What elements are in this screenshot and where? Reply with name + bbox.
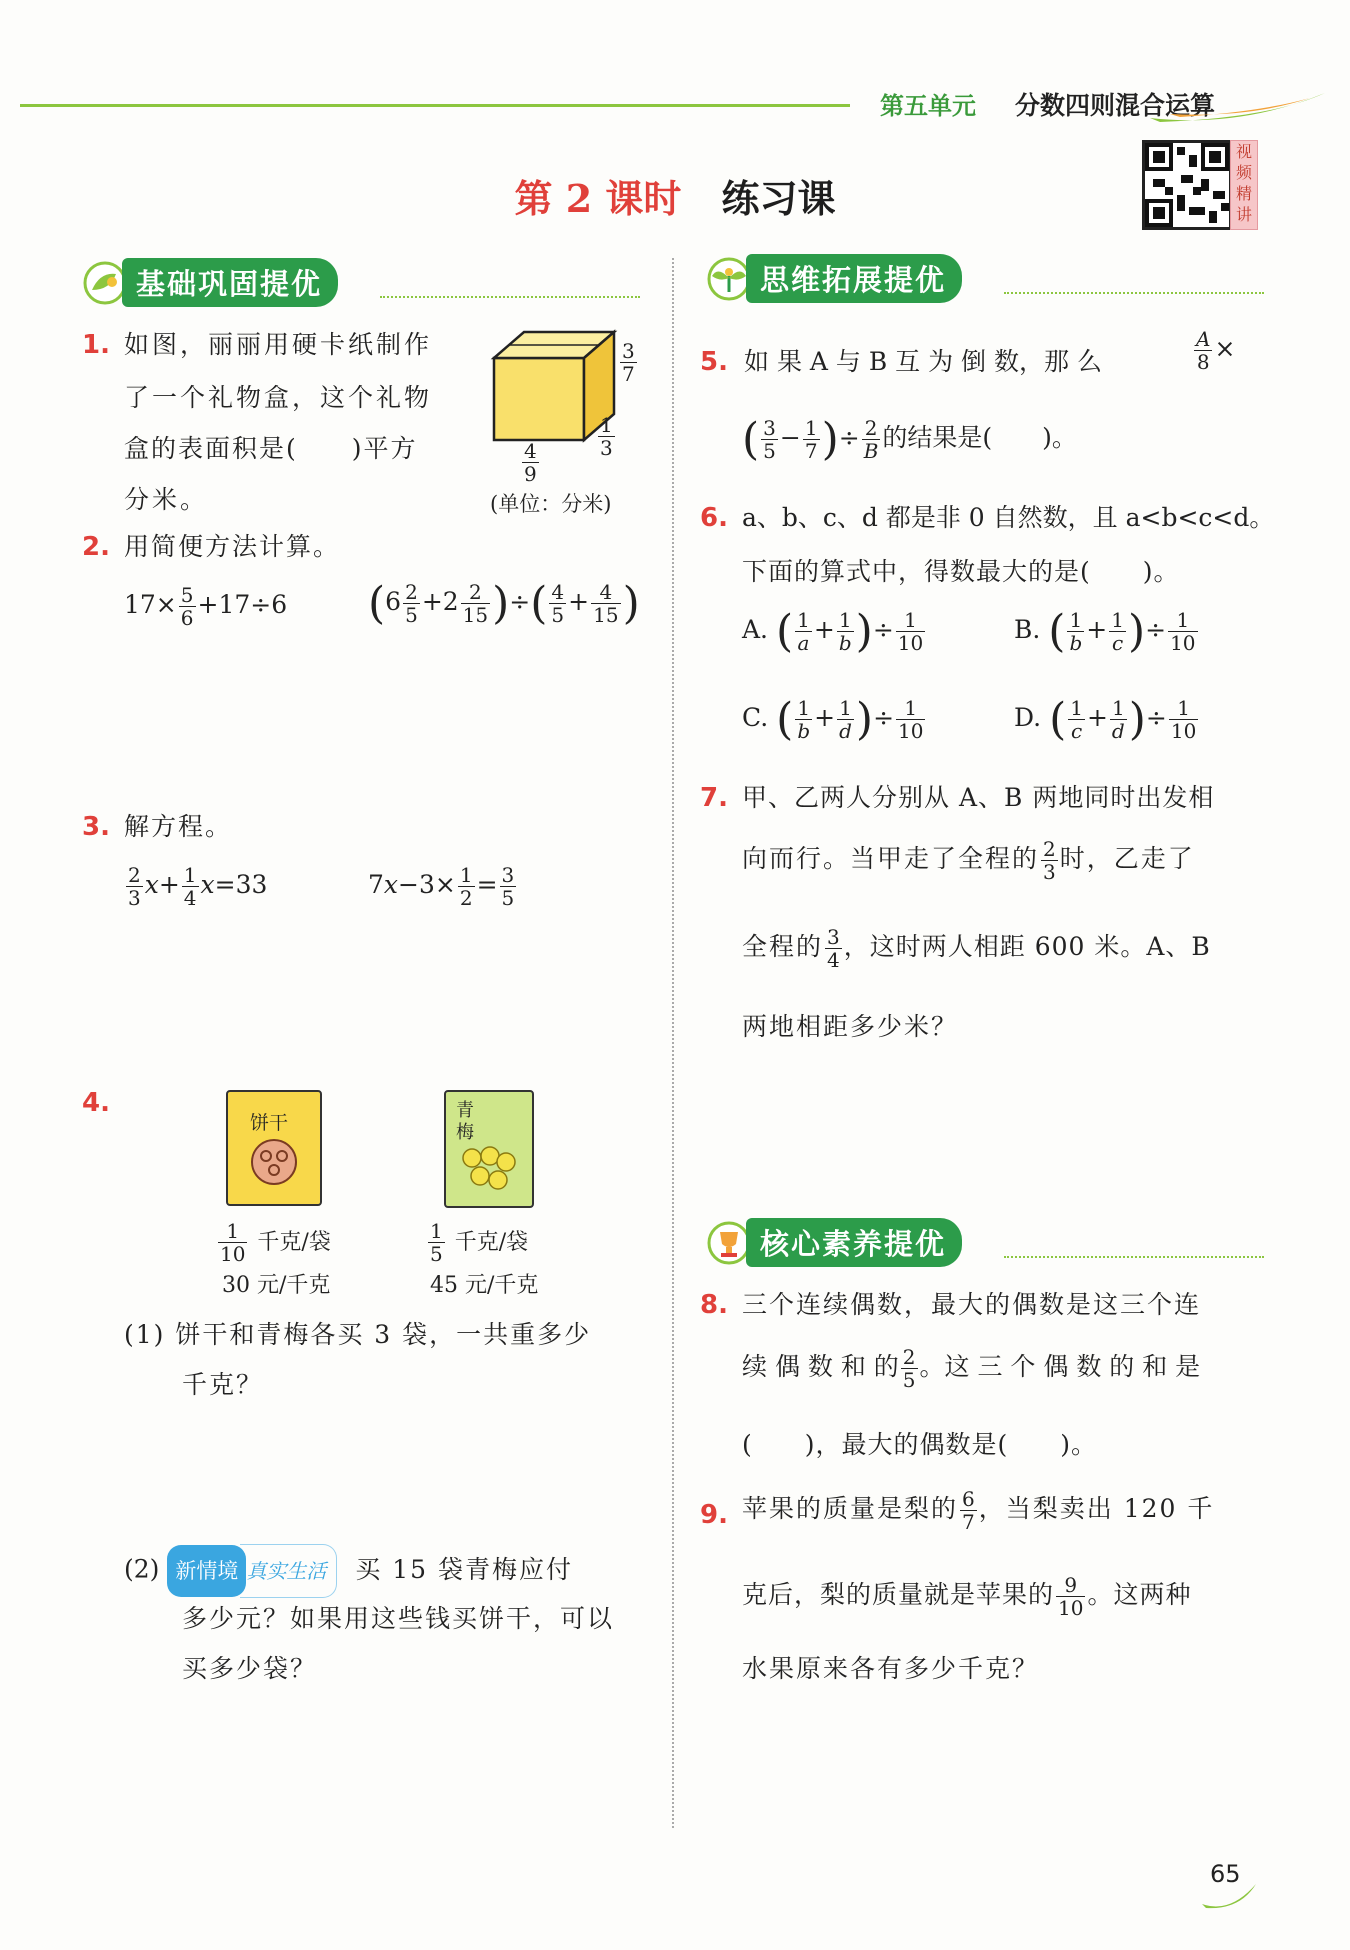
q7-line-3: 全程的 $\frac{3}{4}$ ，这时两人相距 600 米。A、B [742,925,1211,972]
q7-line-1: 甲、乙两人分别从 A、B 两地同时出发相 [742,783,1215,812]
q9-line-2: 克后，梨的质量就是苹果的 $\frac{9}{10}$ 。这两种 [742,1573,1192,1620]
biscuit-weight: $\frac{1}{10}$ 千克/袋 [220,1219,331,1266]
plum-bag [444,1090,534,1208]
biscuit-bag-label: 饼干 [250,1112,289,1134]
q8-line-1: 三个连续偶数，最大的偶数是这三个连 [742,1290,1202,1319]
q3-equation-2: 7x−3× $\frac{1}{2}$ = $\frac{3}{5}$ [368,863,515,910]
q7-line-4: 两地相距多少米？ [742,1012,959,1041]
q2-instruction: 用简便方法计算。 [124,532,341,561]
q6-line-1: a、b、c、d 都是非 0 自然数，且 a<b<c<d。 [742,503,1275,532]
q6-option-d[interactable]: D. ( $\frac{1}{c}$ + $\frac{1}{d}$ )÷ $\frac{1}{10}$ [1014,694,1197,745]
question-3-number: 3. [82,812,110,842]
q4-part2-line-1: (2) 新情境 真实生活 买 15 袋青梅应付 [124,1544,573,1598]
q9-line-3: 水果原来各有多少千克？ [742,1654,1040,1683]
page-corner-leaf-icon [1200,1880,1260,1914]
q1-line-4: 分米。 [124,485,209,514]
question-6-number: 6. [700,503,728,533]
q6-line-2: 下面的算式中，得数最大的是( )。 [742,557,1180,586]
question-9-number: 9. [700,1500,728,1530]
new-context-tag: 新情境 [167,1545,246,1597]
q1-line-2: 了一个礼物盒，这个礼物 [124,383,433,412]
q4-part1-line-2: 千克？ [182,1370,264,1399]
question-1-number: 1. [82,330,110,360]
question-8-number: 8. [700,1290,728,1320]
qr-code-icon[interactable] [1142,140,1232,230]
q6-option-a[interactable]: A. ( $\frac{1}{a}$ + $\frac{1}{b}$ )÷ $\frac{1}{10}$ [742,606,924,657]
q3-equation-1: $\frac{2}{3}$ x+ $\frac{1}{4}$ x=33 [128,863,268,910]
box-width-fraction: $\frac{1}{3}$ [600,413,613,460]
q2-expression-2: (6 $\frac{2}{5}$ +2 $\frac{2}{15}$ )÷( $\frac{4}{5}$ + $\frac{4}{15}$ ) [368,578,640,629]
column-divider [672,258,674,1828]
real-life-tag: 真实生活 [240,1544,337,1598]
q4-part2-line-2: 多少元？如果用这些钱买饼干，可以 [182,1604,615,1633]
q4-part2-line-3: 买多少袋？ [182,1654,318,1683]
question-4-number: 4. [82,1088,110,1118]
q9-line-1: 苹果的质量是梨的 $\frac{6}{7}$ ，当梨卖出 120 千 [742,1487,1215,1534]
question-5-number: 5. [700,347,728,377]
cookie-icon [246,1136,302,1188]
plum-bag-label: 青梅 [456,1100,474,1143]
page-number: 65 [1210,1860,1241,1888]
biscuit-bag [226,1090,322,1206]
section-core-header: 核心素养提优 [704,1218,1264,1264]
q1-line-1: 如图，丽丽用硬卡纸制作 [124,330,433,359]
q8-line-3: ( )，最大的偶数是( )。 [742,1430,1098,1459]
plum-icon [458,1142,520,1196]
lesson-number: 第 2 课时 [514,176,682,221]
q5-line-1: 如 果 A 与 B 互 为 倒 数，那 么 [744,347,1102,376]
section-basic-header: 基础巩固提优 [80,258,640,304]
lesson-name: 练习课 [721,176,836,221]
q6-option-b[interactable]: B. ( $\frac{1}{b}$ + $\frac{1}{c}$ )÷ $\frac{1}{10}$ [1014,606,1196,657]
biscuit-price: 30 元/千克 [222,1273,331,1298]
q8-line-2: 续 偶 数 和 的 $\frac{2}{5}$ 。这 三 个 偶 数 的 和 是 [742,1345,1201,1392]
q5-expression: ( $\frac{3}{5}$ − $\frac{1}{7}$ )÷ $\frac{2}{B}$ 的结果是( )。 [742,414,1077,465]
q7-line-2: 向而行。当甲走了全程的 $\frac{2}{3}$ 时，乙走了 [742,837,1195,884]
qr-video-label[interactable]: 视 频 精 讲 [1230,140,1258,230]
q5-fraction-a: $\frac{A}{8}$ × [1196,327,1236,374]
box-height-fraction: $\frac{3}{7}$ [622,339,635,386]
q2-expression-1: 17× $\frac{5}{6}$ +17÷6 [124,583,288,630]
q3-instruction: 解方程。 [124,812,233,841]
q1-line-3: 盒的表面积是( )平方 [124,434,418,463]
box-length-fraction: $\frac{4}{9}$ [524,439,537,486]
q4-part1-line-1: (1) 饼干和青梅各买 3 袋，一共重多少 [124,1320,592,1349]
plum-weight: $\frac{1}{5}$ 千克/袋 [430,1219,529,1266]
q6-option-c[interactable]: C. ( $\frac{1}{b}$ + $\frac{1}{d}$ )÷ $\frac{1}{10}$ [742,694,924,745]
header-leaf-icon [1150,88,1330,128]
box-unit-label: (单位：分米) [490,492,612,516]
unit-label: 第五单元 [880,92,976,120]
question-2-number: 2. [82,532,110,562]
section-thinking-header: 思维拓展提优 [704,254,1264,300]
plum-price: 45 元/千克 [430,1273,539,1298]
header-rule [20,104,850,107]
question-7-number: 7. [700,783,728,813]
topic-label: 分数四则混合运算 [1015,91,1216,120]
